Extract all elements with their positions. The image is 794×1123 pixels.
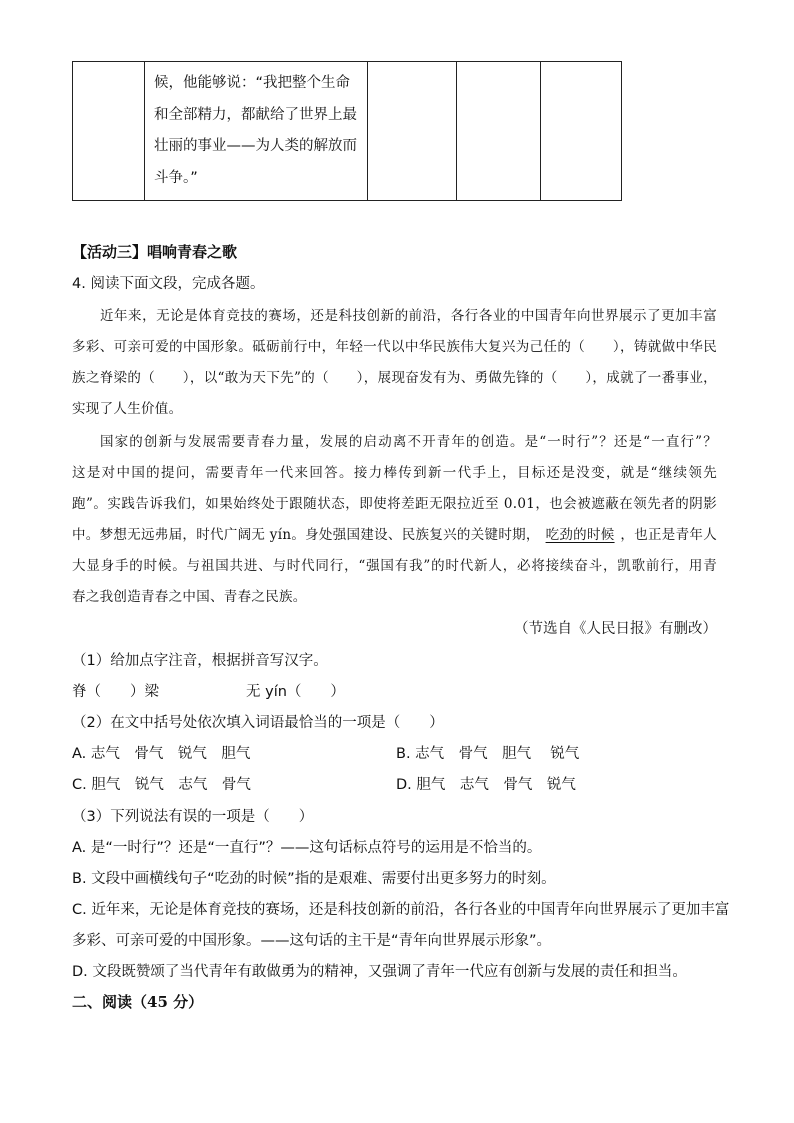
option-c: C. 近年来，无论是体育竞技的赛场，还是科技创新的前沿，各行各业的中国青年向世界展示了更加丰富 [72,902,730,918]
pinyin-blank-2: 无 yín（ ） [246,684,345,700]
passage-line: 多彩、可亲可爱的中国形象。砥砺前行中，年轻一代以中华民族伟大复兴为己任的（ ），铸就做中华民 [72,339,717,355]
passage-line: 这是对中国的提问，需要青年一代来回答。接力棒传到新一代手上，目标还是没变，就是“继续领先 [72,465,717,481]
passage-line: 春之我创造青春之中国、青春之民族。 [72,589,307,605]
option-c: C. 胆气 锐气 志气 骨气 [72,777,251,793]
passage-text: 中。梦想无远弗届，时代广阔无 yín。身处强国建设、民族复兴的关键时期， [72,527,540,543]
passage-source: （节选自《人民日报》有删改） [514,621,717,637]
table-cell-line: 壮丽的事业——为人类的解放而 [154,138,357,154]
table-cell [457,62,541,201]
passage-line: 大显身手的时候。与祖国共进、与时代同行，“强国有我”的时代新人，必将接续奋斗，凯歌前行，用青 [72,558,717,574]
option-a: A. 是“一时行”？还是“一直行”？——这句话标点符号的运用是不恰当的。 [72,840,542,856]
passage-line: 近年来，无论是体育竞技的赛场，还是科技创新的前沿，各行各业的中国青年向世界展示了更加丰富 [100,308,717,324]
question-4-intro: 4. 阅读下面文段，完成各题。 [72,276,265,292]
passage-line: 国家的创新与发展需要青春力量，发展的启动离不开青年的创造。是“一时行”？还是“一直行”？ [100,434,717,450]
option-b: B. 文段中画横线句子“吃劲的时候”指的是艰难、需要付出更多努力的时刻。 [72,871,556,887]
section-title-activity-three: 【活动三】唱响青春之歌 [72,243,238,261]
table-cell [541,62,622,201]
passage-line: 族之脊梁的（ ），以“敢为天下先”的（ ），展现奋发有为、勇做先锋的（ ），成就了一番事业， [72,370,717,386]
sub-question-3: （3）下列说法有误的一项是（ ） [72,809,314,825]
passage-line: 跑”。实践告诉我们，如果始终处于跟随状态，即使将差距无限拉近至 0.01，也会被遮蔽在领先者的阴影 [72,496,717,512]
passage-line: 实现了人生价值。 [72,401,183,417]
answer-table [72,61,622,201]
table-cell-quote [145,62,368,201]
section-title-reading: 二、阅读（45 分） [72,993,204,1011]
option-a: A. 志气 骨气 锐气 胆气 [72,746,251,762]
table-cell-line: 候，他能够说：“我把整个生命 [154,75,351,91]
table-cell-line: 和全部精力，都献给了世界上最 [154,106,357,123]
option-c-continued: 多彩、可亲可爱的中国形象。——这句话的主干是“青年向世界展示形象”。 [72,933,552,949]
option-d: D. 胆气 志气 骨气 锐气 [396,777,576,793]
underlined-phrase: 吃劲的时候 [545,527,615,543]
passage-text: ，也正是青年人 [620,527,717,543]
sub-question-2: （2）在文中括号处依次填入词语最恰当的一项是（ ） [72,715,444,731]
table-cell [73,62,145,201]
pinyin-blank-1: 脊（ ）梁 [72,684,159,700]
option-b: B. 志气 骨气 胆气 锐气 [396,746,580,762]
passage-line-underlined [72,523,717,543]
option-d: D. 文段既赞颂了当代青年有敢做勇为的精神，又强调了青年一代应有创新与发展的责任和担当。 [72,964,687,980]
table-row [73,62,622,201]
sub-question-1: （1）给加点字注音，根据拼音写汉字。 [72,653,328,669]
table-cell [368,62,457,201]
table-cell-line: 斗争。” [154,169,198,186]
